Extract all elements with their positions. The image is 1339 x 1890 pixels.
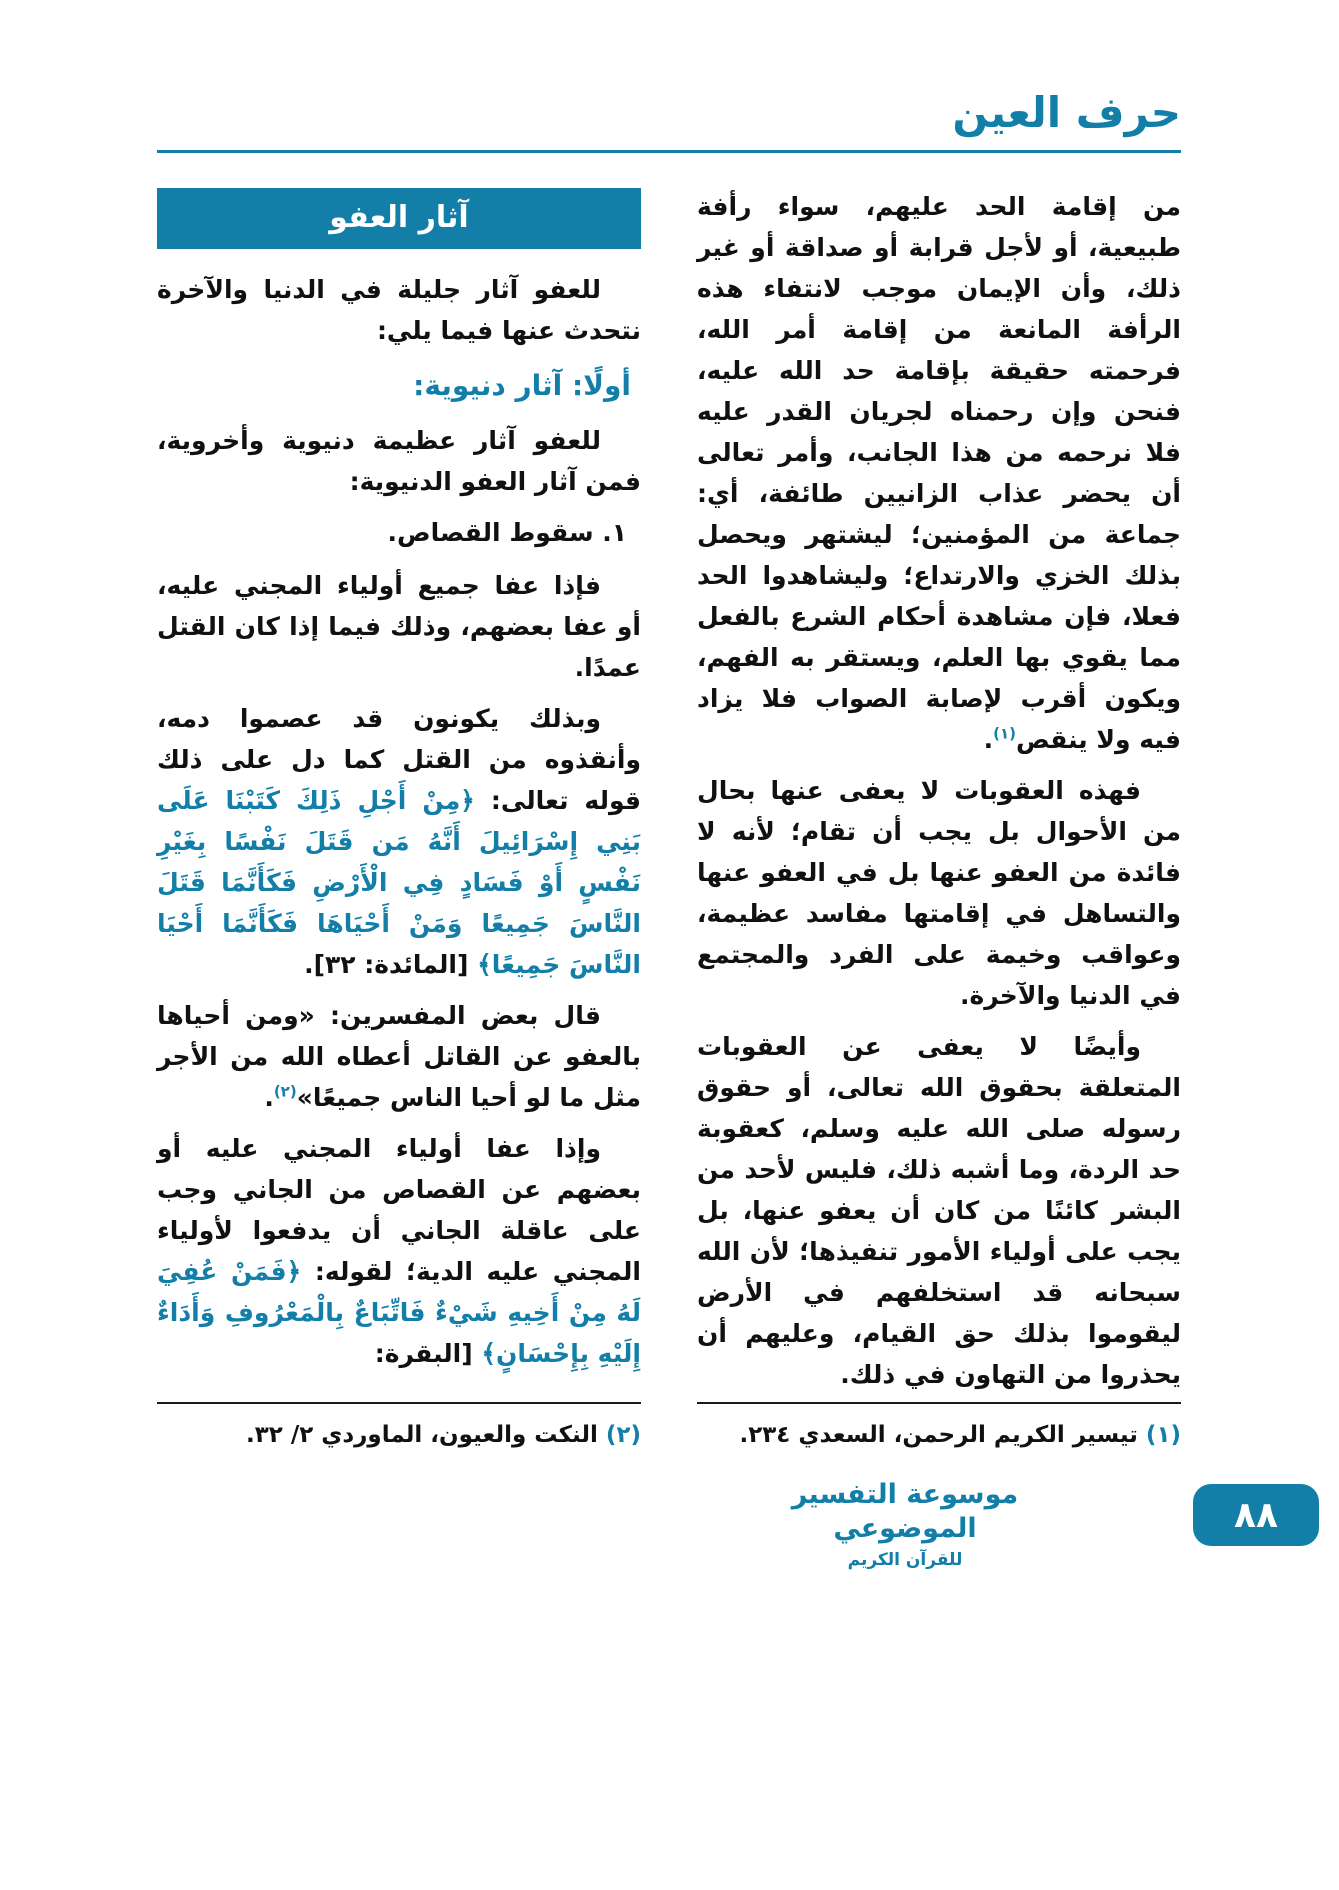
verse-reference: [المائدة: ٣٢]. [304,950,478,979]
page-number-badge [1193,1484,1319,1546]
page-number: ٨٨ [1234,1494,1278,1536]
list-item-heading: ١. سقوط القصاص. [387,518,627,547]
paragraph: وأيضًا لا يعفى عن العقوبات المتعلقة بحقوق الله تعالى، أو حقوق رسوله صلى الله عليه وسلم، كعقوبة حد الردة، وما أشبه ذلك، فليس لأحد من البشر كائنًا من كان أن يعفو عنها، بل يجب على أولياء الأمور تنفيذها؛ لأن الله سبحانه قد استخلفهم في الأرض ليقوموا بذلك حق القيام، وعليهم أن يحذروا من التهاون في ذلك. [697,1032,1181,1389]
body-text: . [983,725,994,754]
quran-verse: ﴿مِنْ أَجْلِ ذَلِكَ كَتَبْنَا عَلَى بَنِي إِسْرَائِيلَ أَنَّهُ مَن قَتَلَ نَفْسًا بِغَيْرِ نَفْسٍ أَوْ فَسَادٍ فِي الْأَرْضِ فَكَأَنَّمَا قَتَلَ النَّاسَ جَمِيعًا وَمَنْ أَحْيَاهَا فَكَأَنَّمَا أَحْيَا النَّاسَ جَمِيعًا﴾ [157,786,641,979]
footnote-number: (١) [1145,1422,1181,1448]
paragraph: فإذا عفا جميع أولياء المجني عليه، أو عفا بعضهم، وذلك فيما إذا كان القتل عمدًا. [157,571,641,682]
subsection-heading: أولًا: آثار دنيوية: [413,369,631,402]
footnote-text: تيسير الكريم الرحمن، السعدي ٢٣٤. [739,1422,1138,1448]
paragraph [157,995,641,1118]
footnotes-section [157,1402,1181,1452]
quran-verse: ﴿فَمَنْ عُفِيَ لَهُ مِنْ أَخِيهِ شَيْءٌ فَاتِّبَاعٌ بِالْمَعْرُوفِ وَأَدَاءٌ إِلَيْهِ بِإِحْسَانٍ﴾ [157,1257,641,1368]
chapter-heading: حرف العين [952,88,1181,137]
footnote-marker-1: (١) [993,724,1016,743]
body-text: . [264,1083,274,1112]
body-text: وبذلك يكونون قد عصموا دمه، وأنقذوه من القتل كما دل على ذلك قوله تعالى: [157,704,642,815]
logo-title: موسوعة التفسير الموضوعي [791,1479,1019,1544]
body-text: من إقامة الحد عليهم، سواء رأفة طبيعية، أو لأجل قرابة أو صداقة أو غير ذلك، وأن الإيمان موجب لانتفاء هذه الرأفة المانعة من إقامة أمر الله، فرحمته حقيقة بإقامة حد الله عليه، فنحن وإن رحمناه لجريان القدر عليه فلا نرحمه من هذا الجانب، وأمر تعالى أن يحضر عذاب الزانيين طائفة، أي: جماعة من المؤمنين؛ ليشتهر ويحصل بذلك الخزي والارتداع؛ وليشاهدوا الحد فعلا، فإن مشاهدة أحكام الشرع بالفعل مما يقوي بها العلم، ويستقر به الفهم، ويكون أقرب لإصابة الصواب فلا يزاد فيه ولا ينقص [697,192,1181,754]
paragraph [157,698,641,985]
content-columns [157,186,1181,1405]
paragraph: للعفو آثار عظيمة دنيوية وأخروية، فمن آثار العفو الدنيوية: [157,426,641,496]
main-column-left [157,186,641,1405]
paragraph: للعفو آثار جليلة في الدنيا والآخرة نتحدث عنها فيما يلي: [157,275,641,345]
footnote-marker-2: (٢) [273,1082,297,1101]
verse-reference: [البقرة: [374,1339,482,1368]
paragraph [157,1128,641,1374]
section-title-banner: آثار العفو [157,188,641,249]
footnote-number: (٢) [605,1422,641,1448]
encyclopedia-logo [760,1478,1050,1570]
body-text: وإذا عفا أولياء المجني عليه أو بعضهم عن القصاص من الجاني وجب على عاقلة الجاني أن يدفعوا لأولياء المجني عليه الدية؛ لقوله: [157,1134,641,1286]
paragraph: فهذه العقوبات لا يعفى عنها بحال من الأحوال بل يجب أن تقام؛ لأنه لا فائدة من العفو عنها بل في العفو عنها والتساهل في إقامتها مفاسد عظيمة، وعواقب وخيمة على الفرد والمجتمع في الدنيا والآخرة. [697,776,1181,1010]
header-divider [157,150,1181,153]
footnote-1 [697,1402,1181,1452]
footnote-text: النكت والعيون، الماوردي ٢/ ٣٢. [246,1422,598,1448]
body-text: قال بعض المفسرين: «ومن أحياها بالعفو عن القاتل أعطاه الله من الأجر مثل ما لو أحيا الناس جميعًا» [157,1001,641,1112]
paragraph [697,186,1181,760]
footnote-2 [157,1402,641,1452]
main-column-right [697,186,1181,1405]
logo-subtitle: للقرآن الكريم [847,1550,963,1570]
